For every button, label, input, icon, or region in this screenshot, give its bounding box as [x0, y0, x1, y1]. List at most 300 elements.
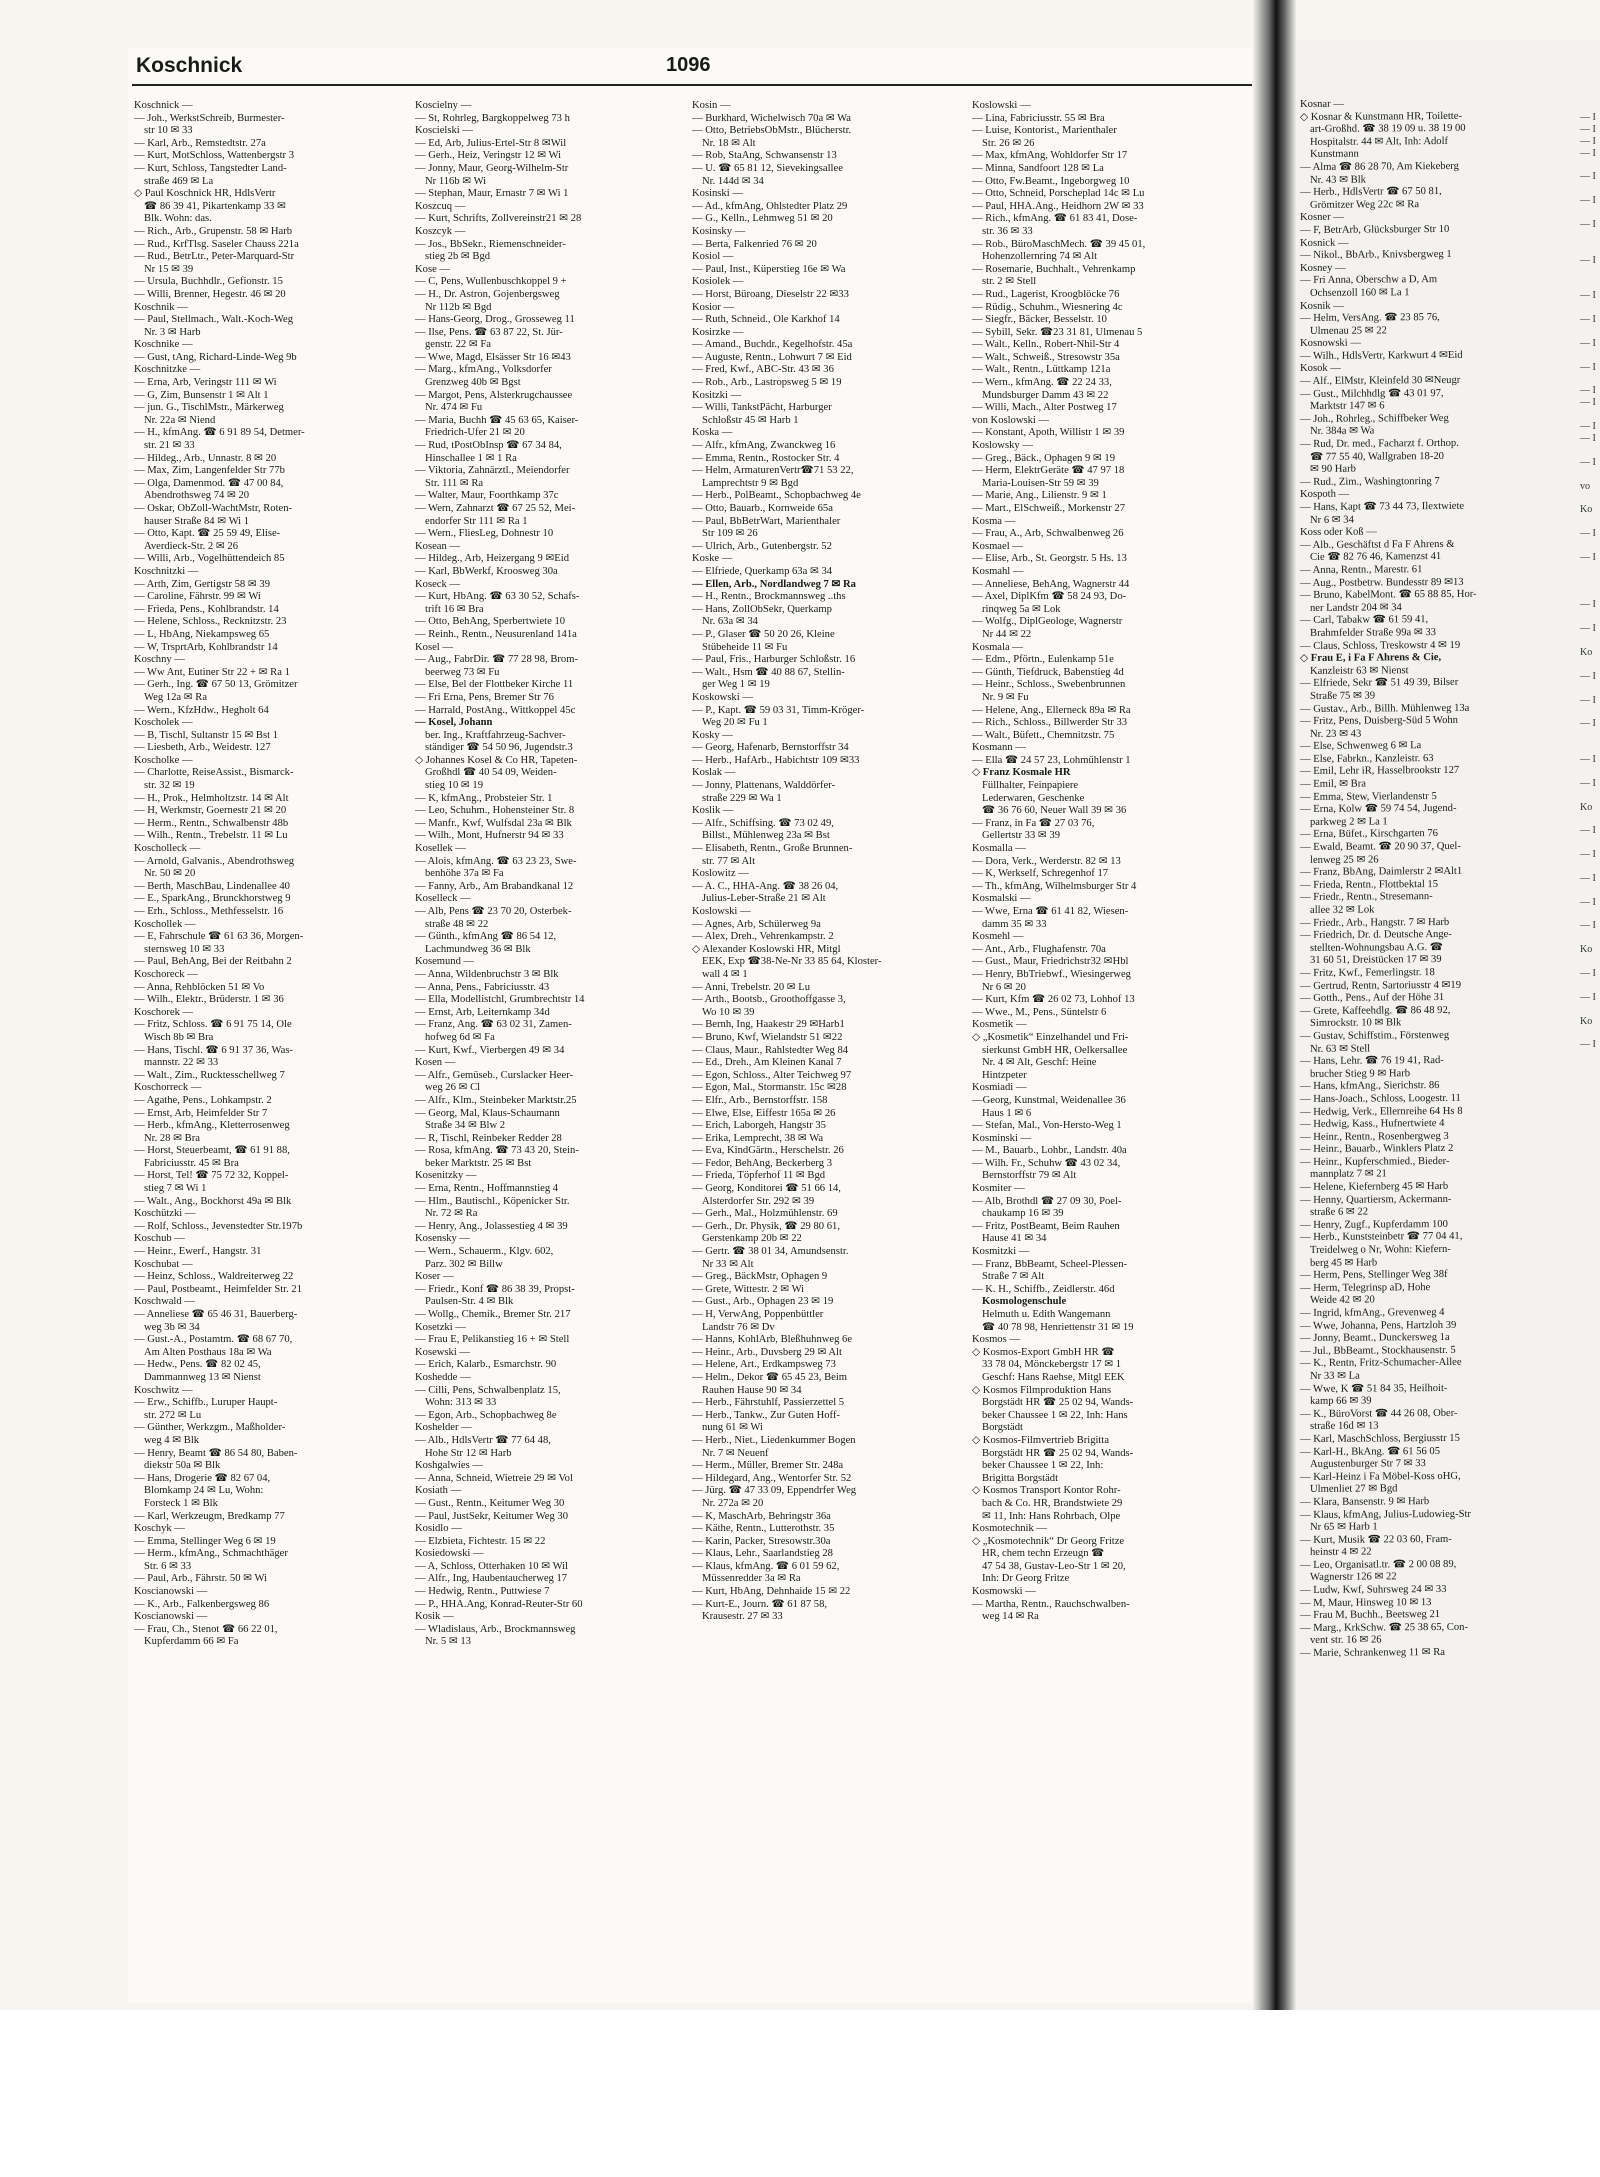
surname-heading: Koske —	[692, 553, 733, 565]
directory-entry-line: — Klaus, Lehr., Saarlandstieg 28	[692, 1548, 833, 1560]
entry-continuation-line: nung 61 ✉ Wi	[702, 1422, 763, 1434]
entry-continuation-line: 33 78 04, Mönckebergstr 17 ✉ 1	[982, 1359, 1122, 1371]
surname-heading: Koschützki —	[134, 1208, 196, 1220]
surname-heading: Kosmos —	[972, 1334, 1020, 1346]
directory-entry-line: — Rud., Zim., Washingtonring 7	[1300, 475, 1440, 488]
directory-entry-line: ◇ Franz Kosmale HR	[972, 767, 1071, 779]
margin-fragment	[1580, 1027, 1600, 1039]
directory-entry-line: — K., Rentn, Fritz-Schumacher-Allee	[1300, 1357, 1462, 1370]
directory-entry-line: — Hans, Kapt ☎ 73 44 73, Ilextwiete	[1300, 500, 1465, 513]
surname-heading: Koschnitzke —	[134, 364, 201, 376]
directory-entry-line: — Walt., Zim., Rucktesschellweg 7	[134, 1069, 285, 1081]
margin-fragment: — I	[1580, 694, 1596, 706]
directory-entry-line: — Karl, MaschSchloss, Bergiusstr 15	[1300, 1432, 1460, 1445]
entry-continuation-line: Dammannweg 13 ✉ Nienst	[144, 1371, 261, 1383]
entry-continuation-line: Abendrothsweg 74 ✉ 20	[144, 490, 250, 502]
margin-fragment: — I	[1580, 147, 1596, 159]
entry-continuation-line: Wisch 8b ✉ Bra	[144, 1031, 214, 1043]
directory-entry-line: — Willi, TankstPächt, Harburger	[692, 402, 832, 414]
surname-heading: Koscholke —	[134, 754, 193, 766]
directory-entry-line: — Franz, BbAng, Daimlerstr 2 ✉Alt1	[1300, 866, 1463, 879]
surname-heading: Kosney —	[1300, 262, 1346, 274]
directory-entry-line: — Kurt, Schloss, Tangstedter Land-	[134, 162, 287, 174]
surname-heading: Kosmiter —	[972, 1183, 1025, 1195]
entry-continuation-line: Nr. 63 ✉ Stell	[1310, 1043, 1371, 1055]
directory-entry-line: — Helm, VersAng. ☎ 23 85 76,	[1300, 312, 1440, 325]
surname-heading: Kosmael —	[972, 540, 1023, 552]
entry-continuation-line: ✉ 90 Harb	[1310, 463, 1356, 476]
directory-entry-line: — Else, Bel der Flottbeker Kirche 11	[415, 679, 574, 691]
directory-entry-line: — Wwe, K ☎ 51 84 35, Heilhoit-	[1300, 1382, 1448, 1395]
surname-heading: Koselleck —	[415, 893, 471, 905]
directory-entry-line: ◇ „Kosmetik“ Einzelhandel und Fri-	[972, 1031, 1129, 1043]
surname-heading: Kosmetik —	[972, 1019, 1027, 1031]
entry-continuation-line: str. 32 ✉ 19	[144, 780, 195, 792]
directory-entry-line: — Otto, Bauarb., Kornweide 65a	[692, 503, 833, 514]
surname-heading: Kosiath —	[415, 1485, 462, 1497]
entry-continuation-line: ☎ 77 55 40, Wallgraben 18-20	[1310, 450, 1444, 463]
directory-entry-line: — P., HHA.Ang, Konrad-Reuter-Str 60	[415, 1598, 583, 1610]
entry-continuation-line: Nr. 3 ✉ Harb	[144, 326, 201, 338]
directory-entry-line: — Manfr., Kwf, Wulfsdal 23a ✉ Blk	[415, 817, 572, 829]
entry-continuation-line: straße 6 ✉ 22	[1310, 1206, 1369, 1219]
directory-entry-line: — Wilh. Fr., Schuhw ☎ 43 02 34,	[972, 1157, 1121, 1169]
surname-heading: Kosmalski —	[972, 893, 1031, 905]
margin-fragment: — I	[1580, 135, 1596, 147]
entry-continuation-line: Rauhen Hause 90 ✉ 34	[702, 1384, 802, 1396]
entry-continuation-line: Mundsburger Damm 43 ✉ 22	[982, 389, 1109, 401]
directory-entry-line: — Walt., Büfett., Chemnitzstr. 75	[972, 729, 1115, 741]
entry-continuation-line: hofweg 6d ✉ Fa	[425, 1031, 495, 1043]
directory-entry-line: — Frieda, Pens., Kohlbrandstr. 14	[134, 603, 279, 615]
directory-entry-line: — Maria, Buchh ☎ 45 63 65, Kaiser-	[415, 414, 579, 426]
entry-continuation-line: Nr 15 ✉ 39	[144, 263, 194, 275]
directory-entry-line: — K., Arb., Falkenbergsweg 86	[134, 1598, 270, 1610]
margin-fragment: — I	[1580, 111, 1596, 123]
directory-entry-line: — Herm., Müller, Bremer Str. 248a	[692, 1460, 844, 1472]
entry-continuation-line: Ulmenau 25 ✉ 22	[1310, 325, 1387, 337]
margin-fragment	[1580, 266, 1600, 278]
directory-entry-line: — Rüdig., Schuhm., Wiesnering 4c	[972, 301, 1123, 313]
surname-heading: Kosetzki —	[415, 1321, 466, 1333]
directory-entry-line: — Rud., Lagerist, Kroogblöcke 76	[972, 288, 1120, 300]
directory-entry-line: — Ludw, Kwf, Suhrsweg 24 ✉ 33	[1300, 1584, 1447, 1597]
surname-heading: Kosenitzky —	[415, 1170, 477, 1182]
entry-continuation-line: Brahmfelder Straße 99a ✉ 33	[1310, 626, 1436, 639]
directory-entry-line: — Willi, Brenner, Hegestr. 46 ✉ 20	[134, 288, 286, 300]
directory-entry-line: — Karl-Heinz i Fa Möbel-Koss oHG,	[1300, 1470, 1461, 1483]
directory-entry-line: — Erh., Schloss., Methfesselstr. 16	[134, 906, 284, 917]
directory-entry-line: — Burkhard, Wichelwisch 70a ✉ Wa	[692, 112, 852, 124]
entry-continuation-line: Nr 6 ✉ 20	[982, 981, 1026, 993]
entry-continuation-line: benhöhe 37a ✉ Fa	[425, 868, 504, 880]
entry-continuation-line: Helmuth u. Edith Wangemann	[982, 1309, 1111, 1320]
surname-heading: Kosinsky —	[692, 225, 746, 237]
entry-continuation-line: Kunstmann	[1310, 148, 1359, 161]
directory-entry-line: — Paul, BehAng, Bei der Reitbahn 2	[134, 956, 292, 968]
directory-entry-line: — Otto, Kapt. ☎ 25 59 49, Elise-	[134, 528, 281, 540]
surname-heading: Koschnik —	[134, 301, 188, 313]
directory-entry-line: — Ella, Modellistchl, Grumbrechtstr 14	[415, 994, 585, 1006]
directory-entry-line: — L, HbAng, Niekampsweg 65	[134, 628, 270, 640]
margin-fragment: — I	[1580, 290, 1596, 302]
directory-entry-line: — Fedor, BehAng, Beckerberg 3	[692, 1157, 833, 1169]
directory-entry-line: — Hans-Joach., Schloss, Loogestr. 11	[1300, 1092, 1461, 1105]
directory-entry-line: — Hans, Drogerie ☎ 82 67 04,	[134, 1472, 271, 1484]
directory-entry-line: — St, Rohrleg, Bargkoppelweg 73 h	[415, 112, 570, 124]
directory-entry-line: — Gustav, Schiffstim., Förstenweg	[1300, 1029, 1450, 1042]
entry-continuation-line: Nr. 384a ✉ Wa	[1310, 425, 1375, 438]
entry-continuation-line: ✉ 11, Inh: Hans Rohrbach, Olpe	[982, 1510, 1121, 1522]
margin-fragment: — I	[1580, 896, 1596, 908]
directory-entry-line: — Gerh., Mal., Holzmühlenstr. 69	[692, 1208, 838, 1220]
surname-heading: Kosmalla —	[972, 843, 1026, 855]
margin-fragment: — I	[1580, 551, 1596, 563]
directory-entry-line: — Emma, Rentn., Rostocker Str. 4	[692, 452, 840, 464]
entry-continuation-line: ständiger ☎ 54 50 96, Jugendstr.3	[425, 742, 573, 754]
directory-entry-line: — Alb., HdlsVertr ☎ 77 64 48,	[415, 1434, 551, 1446]
entry-continuation-line: Grömitzer Weg 22c ✉ Ra	[1310, 198, 1420, 211]
directory-entry-line: — Wilh., HdlsVertr, Karkwurt 4 ✉Eid	[1300, 349, 1463, 362]
entry-continuation-line: Marktstr 147 ✉ 6	[1310, 400, 1385, 413]
directory-entry-line: — Horst, Büroang, Dieselstr 22 ✉33	[692, 288, 849, 300]
surname-heading: Kosky —	[692, 729, 733, 741]
directory-entry-line: — Paul, Fris., Harburger Schloßstr. 16	[692, 654, 856, 666]
directory-entry-line: — Gerh., Dr. Physik, ☎ 29 80 61,	[692, 1220, 840, 1232]
directory-entry-line: — Olga, Damenmod. ☎ 47 00 84,	[134, 477, 284, 489]
entry-continuation-line: Geschf: Hans Raehse, Mitgl EEK	[982, 1371, 1125, 1383]
directory-entry-line: — Marie, Schrankenweg 11 ✉ Ra	[1300, 1647, 1445, 1660]
surname-heading: Kosnick —	[1300, 237, 1349, 249]
margin-fragment	[1580, 350, 1600, 362]
directory-entry-line: — Leo, Schuhm., Hohensteiner Str. 8	[415, 805, 575, 817]
surname-heading: Koschnick —	[134, 100, 193, 111]
margin-fragment	[1580, 742, 1600, 754]
directory-entry-line: — Kurt, MotSchloss, Wattenbergstr 3	[134, 150, 295, 162]
directory-entry-line: — Rich., Arb., Grupenstr. 58 ✉ Harb	[134, 225, 293, 237]
directory-entry-line: — Alex, Dreh., Vehrenkampstr. 2	[692, 931, 834, 943]
entry-continuation-line: endorfer Str 111 ✉ Ra 1	[425, 515, 528, 527]
margin-fragment: — I	[1580, 920, 1596, 932]
surname-heading: Kosnowski —	[1300, 337, 1361, 350]
surname-heading: Koschnike —	[134, 339, 193, 351]
directory-entry-line: — Erna, Arb, Veringstr 111 ✉ Wi	[134, 377, 277, 389]
directory-entry-line: — Axel, DiplKfm ☎ 58 24 93, Do-	[972, 591, 1127, 603]
surname-heading: Kosellek —	[415, 843, 466, 855]
directory-entry-line: — Wern., Schauerm., Klgv. 602,	[415, 1246, 554, 1258]
entry-continuation-line: ☎ 40 78 98, Henriettenstr 31 ✉ 19	[982, 1321, 1134, 1333]
directory-entry-line: — Th., kfmAng, Wilhelmsburger Str 4	[972, 880, 1137, 892]
surname-heading: Kosnar —	[1300, 98, 1344, 110]
margin-fragment: — I	[1580, 171, 1596, 183]
directory-entry-line: — Alois, kfmAng. ☎ 63 23 23, Swe-	[415, 855, 577, 867]
surname-heading: Kositzki —	[692, 389, 742, 401]
directory-entry-line: — Kurt, Schrifts, Zollvereinstr21 ✉ 28	[415, 213, 582, 225]
margin-fragment	[1580, 207, 1600, 219]
directory-entry-line: — Karl, Werkzeugm, Bredkamp 77	[134, 1510, 285, 1522]
directory-entry-line: — Otto, BehAng, Sperbertwiete 10	[415, 616, 566, 628]
margin-fragment: — I	[1580, 123, 1596, 135]
margin-fragment: — I	[1580, 337, 1596, 349]
entry-continuation-line: hauser Straße 84 ✉ Wi 1	[144, 515, 250, 527]
directory-entry-line: — C, Pens, Wullenbuschkoppel 9 +	[415, 276, 567, 288]
directory-entry-line: — Kurt, Musik ☎ 22 03 60, Fram-	[1300, 1533, 1452, 1546]
surname-heading: Koscielny —	[415, 100, 472, 111]
margin-fragment	[1580, 159, 1600, 171]
entry-continuation-line: Nr. 474 ✉ Fu	[425, 402, 483, 414]
directory-entry-line: — Gotth., Pens., Auf der Höhe 31	[1300, 992, 1445, 1005]
directory-entry-line: — Helene, Schloss., Recknitzstr. 23	[134, 616, 287, 628]
directory-entry-line: — K, Werkself, Schregenhof 17	[972, 868, 1109, 880]
entry-continuation-line: Nr. 50 ✉ 20	[144, 868, 196, 880]
running-header-name: Koschnick	[136, 54, 243, 77]
entry-continuation-line: art-Großhd. ☎ 38 19 09 u. 38 19 00	[1310, 123, 1466, 136]
directory-entry-line: — Kurt, Kwf., Vierbergen 49 ✉ 34	[415, 1044, 565, 1056]
directory-entry-line: — Berta, Falkenried 76 ✉ 20	[692, 238, 817, 250]
directory-entry-line: — Stephan, Maur, Ernastr 7 ✉ Wi 1	[415, 188, 569, 200]
directory-entry-line: — Willi, Arb., Vogelhüttendeich 85	[134, 553, 285, 565]
entry-continuation-line: Großhdl ☎ 40 54 09, Weiden-	[425, 767, 557, 779]
directory-entry-line: — Kosel, Johann	[415, 717, 493, 729]
directory-entry-line: — Ingrid, kfmAng., Grevenweg 4	[1300, 1306, 1445, 1319]
entry-continuation-line: Averdieck-Str. 2 ✉ 26	[144, 540, 238, 552]
entry-continuation-line: weg 26 ✉ Cl	[425, 1082, 481, 1094]
directory-entry-line: — Else, Schwenweg 6 ✉ La	[1300, 740, 1422, 753]
margin-fragment: — I	[1580, 421, 1596, 433]
directory-entry-line: — Herb., kfmAng., Kletterrosenweg	[134, 1120, 290, 1132]
directory-entry-line: — Erich, Kalarb., Esmarchstr. 90	[415, 1359, 557, 1371]
margin-fragment	[1580, 837, 1600, 849]
directory-entry-line: — Wwe, Erna ☎ 61 41 82, Wiesen-	[972, 906, 1129, 917]
margin-fragment: Ko	[1580, 646, 1593, 658]
surname-heading: Koshgalwies —	[415, 1460, 483, 1472]
directory-entry-line: — Franz, BbBeamt, Scheel-Plessen-	[972, 1258, 1128, 1270]
margin-fragment: — I	[1580, 361, 1596, 373]
directory-entry-line: — Elfr., Arb., Bernstorffstr. 158	[692, 1094, 828, 1106]
directory-entry-line: — Karl, Arb., Remstedtstr. 27a	[134, 137, 266, 149]
entry-continuation-line: Wohn: 313 ✉ 33	[425, 1397, 497, 1409]
surname-heading: Kosmahl —	[972, 565, 1024, 577]
entry-continuation-line: Nr. 23 ✉ 43	[1310, 728, 1362, 740]
margin-fragment	[1580, 611, 1600, 623]
directory-entry-line: — Carl, Tabakw ☎ 61 59 41,	[1300, 614, 1429, 627]
directory-entry-line: — Karl, BbWerkf, Kroosweg 30a	[415, 565, 558, 577]
entry-continuation-line: allee 32 ✉ Lok	[1310, 904, 1375, 916]
margin-fragment: — I	[1580, 825, 1596, 837]
directory-entry-line: — Aug., Postbetrw. Bundesstr 89 ✉13	[1300, 576, 1464, 589]
entry-continuation-line: mannplatz 7 ✉ 21	[1310, 1168, 1387, 1181]
directory-entry-line: — E, Fahrschule ☎ 61 63 36, Morgen-	[134, 931, 304, 943]
entry-continuation-line: 31 60 51, Dreistücken 17 ✉ 39	[1310, 954, 1442, 967]
directory-entry-line: ◇ Kosmos Transport Kontor Rohr-	[972, 1485, 1121, 1497]
directory-entry-line: — Kurt, Kfm ☎ 26 02 73, Lohhof 13	[972, 994, 1135, 1006]
entry-continuation-line: sierkunst GmbH HR, Oelkersallee	[982, 1044, 1128, 1056]
directory-entry-line: — Marg., kfmAng., Volksdorfer	[415, 364, 552, 376]
directory-entry-line: — Anna, Rehblöcken 51 ✉ Vo	[134, 981, 265, 993]
margin-fragment: — I	[1580, 753, 1596, 765]
directory-entry-line: — Henry, Ang., Jolassestieg 4 ✉ 39	[415, 1220, 568, 1232]
entry-continuation-line: Nr 33 ✉ La	[1310, 1370, 1360, 1382]
directory-entry-line: — Cilli, Pens, Schwalbenplatz 15,	[415, 1384, 561, 1396]
entry-continuation-line: straße 229 ✉ Wa 1	[702, 792, 782, 804]
entry-continuation-line: stieg 10 ✉ 19	[425, 780, 484, 792]
entry-continuation-line: str. 36 ✉ 33	[982, 225, 1033, 237]
directory-entry-line: — Horst, Tel! ☎ 75 72 32, Koppel-	[134, 1170, 289, 1182]
directory-entry-line: — G, Zim, Bunsenstr 1 ✉ Alt 1	[134, 389, 269, 401]
directory-entry-line: — Alfr., kfmAng, Zwanckweg 16	[692, 440, 836, 452]
directory-entry-line: — Frau E, Pelikanstieg 16 + ✉ Stell	[415, 1334, 570, 1346]
entry-continuation-line: Treidelweg o Nr, Wohn: Kiefern-	[1310, 1243, 1451, 1256]
directory-entry-line: — Arnold, Galvanis., Abendrothsweg	[134, 855, 295, 867]
surname-heading: Koschnitzki —	[134, 565, 199, 577]
entry-continuation-line: Müssenredder 3a ✉ Ra	[702, 1573, 801, 1585]
directory-entry-line: ◇ Frau E, i Fa F Ahrens & Cie,	[1300, 652, 1442, 665]
directory-entry-line: — Fri Erna, Pens, Bremer Str 76	[415, 691, 554, 703]
directory-entry-line: — Max, kfmAng, Wohldorfer Str 17	[972, 150, 1128, 162]
margin-fragment	[1580, 231, 1600, 243]
directory-entry-line: — Gustav., Arb., Billh. Mühlenweg 13a	[1300, 702, 1470, 715]
directory-entry-line: — Alb., Geschäftst d Fa F Ahrens &	[1300, 538, 1455, 551]
surname-heading: Koschubat —	[134, 1258, 193, 1270]
surname-heading: Koszcyk —	[415, 225, 466, 237]
surname-heading: Koska —	[692, 427, 733, 439]
directory-entry-line: — Elfriede, Querkamp 63a ✉ 34	[692, 565, 833, 577]
entry-continuation-line: Nr. 272a ✉ 20	[702, 1497, 764, 1509]
surname-heading: Koss oder Koß —	[1300, 526, 1377, 539]
entry-continuation-line: wall 4 ✉ 1	[702, 968, 748, 980]
entry-continuation-line: beker Marktstr. 25 ✉ Bst	[425, 1157, 532, 1169]
directory-entry-line: — Fanny, Arb., Am Brabandkanal 12	[415, 880, 574, 892]
directory-entry-line: — Henry, Beamt ☎ 86 54 80, Baben-	[134, 1447, 298, 1459]
entry-continuation-line: Straße 7 ✉ Alt	[982, 1271, 1045, 1283]
entry-continuation-line: rinqweg 5a ✉ Lok	[982, 603, 1061, 615]
surname-heading: Koslowsky —	[972, 440, 1033, 452]
directory-entry-line: — Wollg., Chemik., Bremer Str. 217	[415, 1309, 571, 1320]
directory-entry-line: ◇ Kosmos-Export GmbH HR ☎	[972, 1346, 1115, 1358]
directory-entry-line: — Bruno, KabelMont. ☎ 65 88 85, Hor-	[1300, 588, 1477, 602]
entry-continuation-line: Nr 44 ✉ 22	[982, 628, 1032, 640]
surname-heading: Koschorek —	[134, 1006, 194, 1018]
directory-entry-line: — Arth., Bootsb., Groothoffgasse 3,	[692, 994, 846, 1006]
directory-entry-line: — Karin, Packer, Stresowstr.30a	[692, 1535, 831, 1547]
entry-continuation-line: Kosmologenschule	[982, 1296, 1067, 1308]
entry-continuation-line: Hinschallee 1 ✉ 1 Ra	[425, 452, 517, 464]
directory-entry-line: — Helm., Dekor ☎ 65 45 23, Beim	[692, 1371, 848, 1383]
entry-continuation-line: Fabriciusstr. 45 ✉ Bra	[144, 1157, 239, 1169]
surname-heading: Koschwald —	[134, 1296, 195, 1308]
directory-entry-line: — Herb., HafArb., Habichtstr 109 ✉33	[692, 754, 860, 766]
directory-entry-line: — Ed, Arb, Julius-Ertel-Str 8 ✉Wil	[415, 137, 567, 149]
directory-entry-line: — Rud, Dr. med., Facharzt f. Orthop.	[1300, 437, 1459, 451]
directory-entry-line: — Helm, ArmaturenVertr☎71 53 22,	[692, 465, 854, 477]
entry-continuation-line: Nr 33 ✉ Alt	[702, 1258, 754, 1270]
directory-entry-line: — Caroline, Fährstr. 99 ✉ Wi	[134, 591, 261, 603]
entry-continuation-line: EEK, Exp ☎38-Ne-Nr 33 85 64, Kloster-	[702, 956, 882, 968]
directory-entry-line: — K, kfmAng., Probsteier Str. 1	[415, 792, 553, 804]
directory-entry-line: — Aug., FabrDir. ☎ 77 28 98, Brom-	[415, 654, 578, 666]
directory-entry-line: — Franz, Ang. ☎ 63 02 31, Zamen-	[415, 1019, 572, 1031]
directory-entry-line: — B, Tischl, Sultanstr 15 ✉ Bst 1	[134, 729, 278, 741]
surname-heading: Koshedde —	[415, 1371, 471, 1383]
directory-entry-line: — Fred, Kwf., ABC-Str. 43 ✉ 36	[692, 364, 834, 376]
book-gutter	[1252, 0, 1296, 2010]
margin-fragment	[1580, 540, 1600, 552]
directory-entry-line: — Mart., ElSchweiß., Morkenstr 27	[972, 503, 1125, 514]
entry-continuation-line: stieg 2b ✉ Bgd	[425, 251, 491, 263]
directory-entry-line: — Otto, BetriebsObMstr., Blücherstr.	[692, 125, 852, 137]
directory-entry-line: — Paul, Inst., Küperstieg 16e ✉ Wa	[692, 263, 846, 275]
directory-entry-line: — Walt., Hsm ☎ 40 88 67, Stellin-	[692, 666, 845, 678]
directory-entry-line: — Erw., Schiffb., Luruper Haupt-	[134, 1397, 278, 1409]
directory-entry-line: — Friedrich, Dr. d. Deutsche Ange-	[1300, 929, 1452, 942]
entry-continuation-line: beker Chaussee 1 ✉ 22, Inh:	[982, 1460, 1104, 1472]
directory-entry-line: — Hedw., Pens. ☎ 82 02 45,	[134, 1359, 261, 1371]
directory-entry-line: — Anna, Schneid, Wietreie 29 ✉ Vol	[415, 1472, 573, 1484]
directory-entry-line: — jun. G., TischlMstr., Märkerweg	[134, 402, 284, 414]
directory-entry-line: ◇ Alexander Koslowski HR, Mitgl	[692, 943, 841, 955]
margin-fragment	[1580, 326, 1600, 338]
surname-heading: Kosin —	[692, 100, 731, 111]
directory-entry-line: — Arth, Zim, Gertigstr 58 ✉ 39	[134, 578, 270, 590]
entry-continuation-line: Parz. 302 ✉ Billw	[425, 1258, 503, 1270]
surname-heading: Kosiolek —	[692, 276, 744, 288]
directory-entry-line: — Nikol., BbArb., Knivsbergweg 1	[1300, 249, 1452, 262]
surname-heading: Koseck —	[415, 578, 461, 590]
entry-continuation-line: heinstr 4 ✉ 22	[1310, 1546, 1372, 1559]
margin-fragment: — I	[1580, 968, 1596, 980]
entry-continuation-line: straße 469 ✉ La	[144, 175, 214, 187]
directory-entry-line: — Helene, Art., Erdkampsweg 73	[692, 1359, 836, 1371]
directory-entry-line: — Fritz, Schloss. ☎ 6 91 75 14, Ole	[134, 1019, 292, 1031]
directory-entry-line: — Grete, Kaffeehdlg. ☎ 86 48 92,	[1300, 1004, 1451, 1017]
directory-entry-line: — Elise, Arb., St. Georgstr. 5 Hs. 13	[972, 553, 1127, 565]
entry-continuation-line: Füllhalter, Feinpapiere	[982, 780, 1079, 792]
entry-continuation-line: Ochsenzoll 160 ✉ La 1	[1310, 287, 1410, 299]
directory-entry-line: — Else, Fabrkn., Kanzleistr. 63	[1300, 752, 1434, 765]
directory-entry-line: — H., Rentn., Brockmannsweg ..ths	[692, 591, 846, 603]
margin-fragment	[1580, 885, 1600, 897]
directory-entry-line: — Rud, tPostObInsp ☎ 67 34 84,	[415, 440, 562, 452]
surname-heading: Koscianowski —	[134, 1586, 208, 1598]
margin-fragment	[1580, 1004, 1600, 1016]
directory-entry-line: — Greg., Bäck., Ophagen 9 ✉ 19	[972, 452, 1116, 464]
directory-entry-line: — Hans, Lehr. ☎ 76 19 41, Rad-	[1300, 1055, 1444, 1068]
directory-entry-line: — Hedwig, Rentn., Puttwiese 7	[415, 1586, 550, 1598]
margin-fragment	[1580, 302, 1600, 314]
directory-entry-line: — Herm, Telegrinsp aD, Hohe	[1300, 1281, 1431, 1294]
entry-continuation-line: chaukamp 16 ✉ 39	[982, 1208, 1064, 1220]
directory-entry-line: — Günth., kfmAng ☎ 86 54 12,	[415, 931, 557, 943]
directory-entry-line: — Franz, in Fa ☎ 27 03 76,	[972, 817, 1095, 829]
directory-entry-line: — Ant., Arb., Flughafenstr. 70a	[972, 943, 1106, 955]
directory-entry-line: — Herb., PolBeamt., Schopbachweg 4e	[692, 490, 861, 502]
entry-continuation-line: Augustenburger Str 7 ✉ 33	[1310, 1458, 1426, 1471]
directory-entry-line: — Alfr., Ing, Haubentaucherweg 17	[415, 1573, 568, 1585]
directory-entry-line: — Margot, Pens, Alsterkrugchaussee	[415, 389, 573, 401]
directory-entry-line: — Heinr., Schloss., Swebenbrunnen	[972, 679, 1126, 691]
directory-entry-line: — Ernst, Arb, Leiternkamp 34d	[415, 1006, 550, 1018]
margin-fragment: — I	[1580, 872, 1596, 884]
directory-entry-line: ◇ Paul Koschnick HR, HdlsVertr	[134, 188, 276, 200]
margin-fragment: Ko	[1580, 504, 1593, 516]
entry-continuation-line: Weide 42 ✉ 20	[1310, 1294, 1375, 1307]
surname-heading: Koslak —	[692, 767, 736, 779]
directory-entry-line: — Walt., Kelln., Robert-Nhil-Str 4	[972, 339, 1120, 351]
surname-heading: Kosewski —	[415, 1346, 471, 1358]
directory-entry-line: — Emil, Lehr iR, Hasselbrookstr 127	[1300, 765, 1460, 778]
directory-entry-line: — Jürg. ☎ 47 33 09, Eppendrfer Weg	[692, 1485, 857, 1497]
margin-fragment	[1580, 373, 1600, 385]
